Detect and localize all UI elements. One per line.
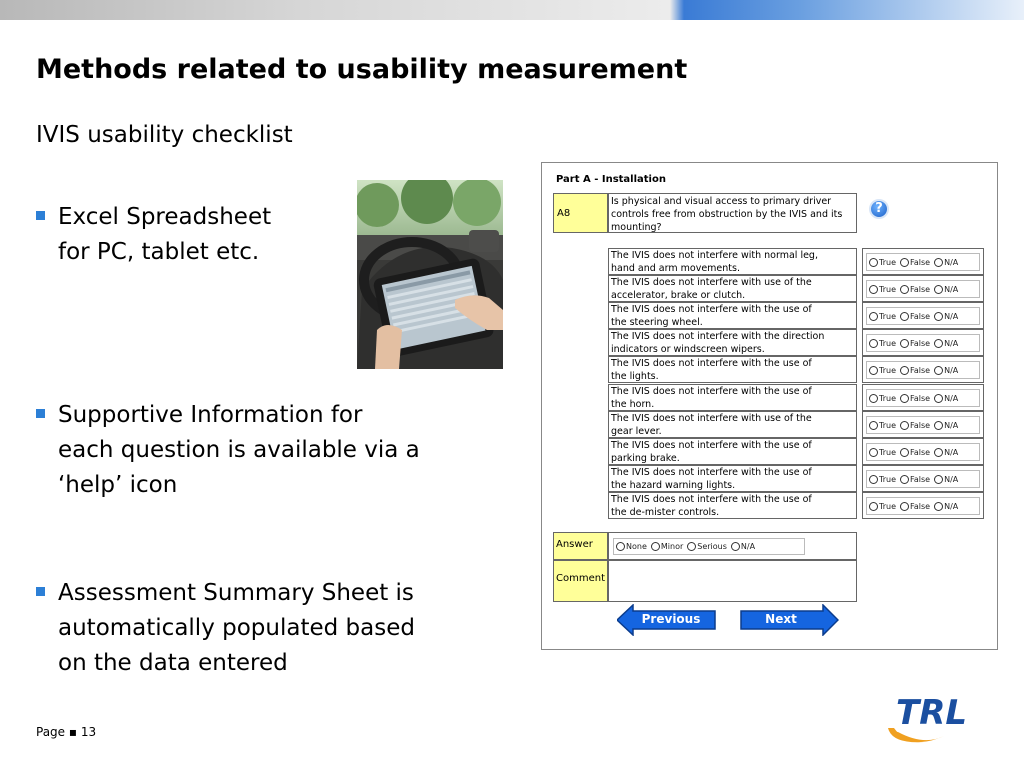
radio-na[interactable] xyxy=(934,312,943,321)
radio-label: N/A xyxy=(944,311,959,321)
bullet-square-icon xyxy=(36,211,45,220)
answer-options xyxy=(613,538,805,555)
checklist-item-text xyxy=(608,492,857,519)
radio-true[interactable] xyxy=(869,258,878,267)
radio-false[interactable] xyxy=(900,285,909,294)
radio-true[interactable] xyxy=(869,421,878,430)
checklist-item-options xyxy=(862,465,984,492)
radio-label: True xyxy=(879,338,896,348)
checklist-item-line: The IVIS does not interfere with the use of xyxy=(611,440,812,451)
checklist-item-options xyxy=(862,384,984,411)
bullet-line: Supportive Information for xyxy=(58,402,363,428)
radio-label: False xyxy=(910,393,931,403)
radio-true[interactable] xyxy=(869,312,878,321)
checklist-item-text xyxy=(608,302,857,329)
radio-label: N/A xyxy=(944,447,959,457)
checklist-item-line: the de-mister controls. xyxy=(611,507,720,518)
checklist-item-options xyxy=(862,356,984,383)
next-button[interactable] xyxy=(739,604,839,636)
answer-radio-minor[interactable] xyxy=(651,542,660,551)
radio-na[interactable] xyxy=(934,502,943,511)
trl-logo-text: TRL xyxy=(896,693,968,733)
checklist-item-line: The IVIS does not interfere with use of the xyxy=(611,277,812,288)
page-label: Page xyxy=(36,725,66,739)
checklist-item-text xyxy=(608,411,857,438)
checklist-item-text xyxy=(608,465,857,492)
checklist-item-line: The IVIS does not interfere with the use of xyxy=(611,467,812,478)
radio-false[interactable] xyxy=(900,366,909,375)
bullet-line: for PC, tablet etc. xyxy=(58,239,260,265)
radio-label: True xyxy=(879,365,896,375)
radio-true[interactable] xyxy=(869,339,878,348)
radio-false[interactable] xyxy=(900,394,909,403)
radio-label: True xyxy=(879,447,896,457)
radio-group xyxy=(866,253,980,271)
radio-group xyxy=(866,280,980,298)
answer-option-label: Minor xyxy=(660,542,684,551)
radio-false[interactable] xyxy=(900,339,909,348)
trl-logo xyxy=(884,688,989,746)
answer-radio-serious[interactable] xyxy=(687,542,696,551)
radio-label: False xyxy=(910,338,931,348)
checklist-item-line: the horn. xyxy=(611,399,655,410)
radio-label: True xyxy=(879,284,896,294)
radio-false[interactable] xyxy=(900,312,909,321)
checklist-item-text xyxy=(608,329,857,356)
radio-label: N/A xyxy=(944,257,959,267)
radio-label: N/A xyxy=(944,420,959,430)
bullet-supportive-info xyxy=(36,398,420,503)
comment-input[interactable] xyxy=(608,560,857,602)
checklist-item-line: The IVIS does not interfere with the use of xyxy=(611,304,812,315)
radio-na[interactable] xyxy=(934,258,943,267)
radio-group xyxy=(866,443,980,461)
page-separator: ▪ xyxy=(68,725,78,739)
help-icon[interactable]: ? xyxy=(869,199,889,219)
radio-true[interactable] xyxy=(869,475,878,484)
next-button-label: Next xyxy=(765,612,797,626)
radio-group xyxy=(866,497,980,515)
checklist-item-options xyxy=(862,275,984,302)
radio-label: False xyxy=(910,311,931,321)
checklist-item-text xyxy=(608,384,857,411)
radio-group xyxy=(866,416,980,434)
radio-group xyxy=(866,334,980,352)
checklist-item-text xyxy=(608,438,857,465)
radio-false[interactable] xyxy=(900,421,909,430)
tablet-in-car-photo xyxy=(357,180,503,369)
answer-radio-none[interactable] xyxy=(616,542,625,551)
checklist-item-options xyxy=(862,438,984,465)
top-decorative-bar xyxy=(0,0,1024,20)
bullet-square-icon xyxy=(36,409,45,418)
radio-label: N/A xyxy=(944,284,959,294)
checklist-item-line: accelerator, brake or clutch. xyxy=(611,290,746,301)
checklist-item-text xyxy=(608,275,857,302)
slide-title: Methods related to usability measurement xyxy=(36,54,688,85)
radio-group xyxy=(866,307,980,325)
radio-label: False xyxy=(910,284,931,294)
radio-label: False xyxy=(910,257,931,267)
radio-na[interactable] xyxy=(934,475,943,484)
checklist-item-options xyxy=(862,302,984,329)
answer-option-label: Serious xyxy=(697,542,727,551)
radio-na[interactable] xyxy=(934,421,943,430)
checklist-item-line: the hazard warning lights. xyxy=(611,480,736,491)
radio-label: True xyxy=(879,393,896,403)
radio-true[interactable] xyxy=(869,502,878,511)
checklist-item-line: The IVIS does not interfere with the direction xyxy=(611,331,825,342)
bullet-line: ‘help’ icon xyxy=(58,472,178,498)
radio-label: N/A xyxy=(944,501,959,511)
checklist-item-line: The IVIS does not interfere with use of the xyxy=(611,413,812,424)
checklist-item-line: The IVIS does not interfere with the use of xyxy=(611,358,812,369)
radio-label: True xyxy=(879,420,896,430)
previous-button[interactable] xyxy=(617,604,717,636)
checklist-item-options xyxy=(862,411,984,438)
radio-true[interactable] xyxy=(869,285,878,294)
radio-group xyxy=(866,361,980,379)
radio-false[interactable] xyxy=(900,448,909,457)
radio-label: False xyxy=(910,365,931,375)
checklist-item-options xyxy=(862,248,984,275)
radio-label: True xyxy=(879,311,896,321)
bullet-assessment-summary xyxy=(36,576,415,681)
question-text: Is physical and visual access to primary driver controls free from obstruction by the IVIS and its mounting? xyxy=(608,193,857,233)
bullet-excel xyxy=(36,200,271,270)
bullet-line: automatically populated based xyxy=(58,615,415,641)
radio-label: N/A xyxy=(944,365,959,375)
checklist-item-line: the lights. xyxy=(611,371,659,382)
radio-label: True xyxy=(879,257,896,267)
comment-label: Comment xyxy=(553,560,608,602)
radio-na[interactable] xyxy=(934,285,943,294)
part-title: Part A - Installation xyxy=(556,174,666,185)
radio-na[interactable] xyxy=(934,394,943,403)
radio-group xyxy=(866,470,980,488)
bullet-line: each question is available via a xyxy=(58,437,420,463)
checklist-item-line: gear lever. xyxy=(611,426,662,437)
checklist-item-text xyxy=(608,248,857,275)
answer-label: Answer xyxy=(553,532,608,560)
radio-label: False xyxy=(910,474,931,484)
checklist-item-line: the steering wheel. xyxy=(611,317,703,328)
radio-label: False xyxy=(910,501,931,511)
page-number: 13 xyxy=(80,725,97,739)
answer-field xyxy=(608,532,857,560)
radio-true[interactable] xyxy=(869,448,878,457)
answer-option-label: None xyxy=(626,542,647,551)
checklist-item-line: The IVIS does not interfere with normal leg, xyxy=(611,250,818,261)
bullet-line: Excel Spreadsheet xyxy=(58,204,272,230)
answer-radio-na[interactable] xyxy=(731,542,740,551)
radio-na[interactable] xyxy=(934,366,943,375)
radio-group xyxy=(866,389,980,407)
checklist-item-line: The IVIS does not interfere with the use of xyxy=(611,386,812,397)
checklist-item-line: indicators or windscreen wipers. xyxy=(611,344,765,355)
radio-na[interactable] xyxy=(934,339,943,348)
radio-false[interactable] xyxy=(900,502,909,511)
answer-option-label: N/A xyxy=(740,542,756,551)
radio-false[interactable] xyxy=(900,258,909,267)
checklist-form-screenshot xyxy=(541,162,998,650)
checklist-item-line: parking brake. xyxy=(611,453,680,464)
page-footer xyxy=(36,725,96,739)
checklist-item-line: The IVIS does not interfere with the use of xyxy=(611,494,812,505)
radio-label: N/A xyxy=(944,474,959,484)
bullet-square-icon xyxy=(36,587,45,596)
radio-true[interactable] xyxy=(869,394,878,403)
checklist-item-line: hand and arm movements. xyxy=(611,263,740,274)
radio-false[interactable] xyxy=(900,475,909,484)
radio-label: False xyxy=(910,447,931,457)
slide-subtitle: IVIS usability checklist xyxy=(36,122,293,148)
radio-na[interactable] xyxy=(934,448,943,457)
radio-label: N/A xyxy=(944,338,959,348)
checklist-item-options xyxy=(862,329,984,356)
checklist-item-options xyxy=(862,492,984,519)
previous-button-label: Previous xyxy=(641,612,701,626)
bullet-line: on the data entered xyxy=(58,650,288,676)
bullet-line: Assessment Summary Sheet is xyxy=(58,580,414,606)
radio-label: False xyxy=(910,420,931,430)
radio-true[interactable] xyxy=(869,366,878,375)
radio-label: True xyxy=(879,474,896,484)
radio-label: N/A xyxy=(944,393,959,403)
radio-label: True xyxy=(879,501,896,511)
checklist-item-text xyxy=(608,356,857,383)
question-id: A8 xyxy=(553,193,608,233)
